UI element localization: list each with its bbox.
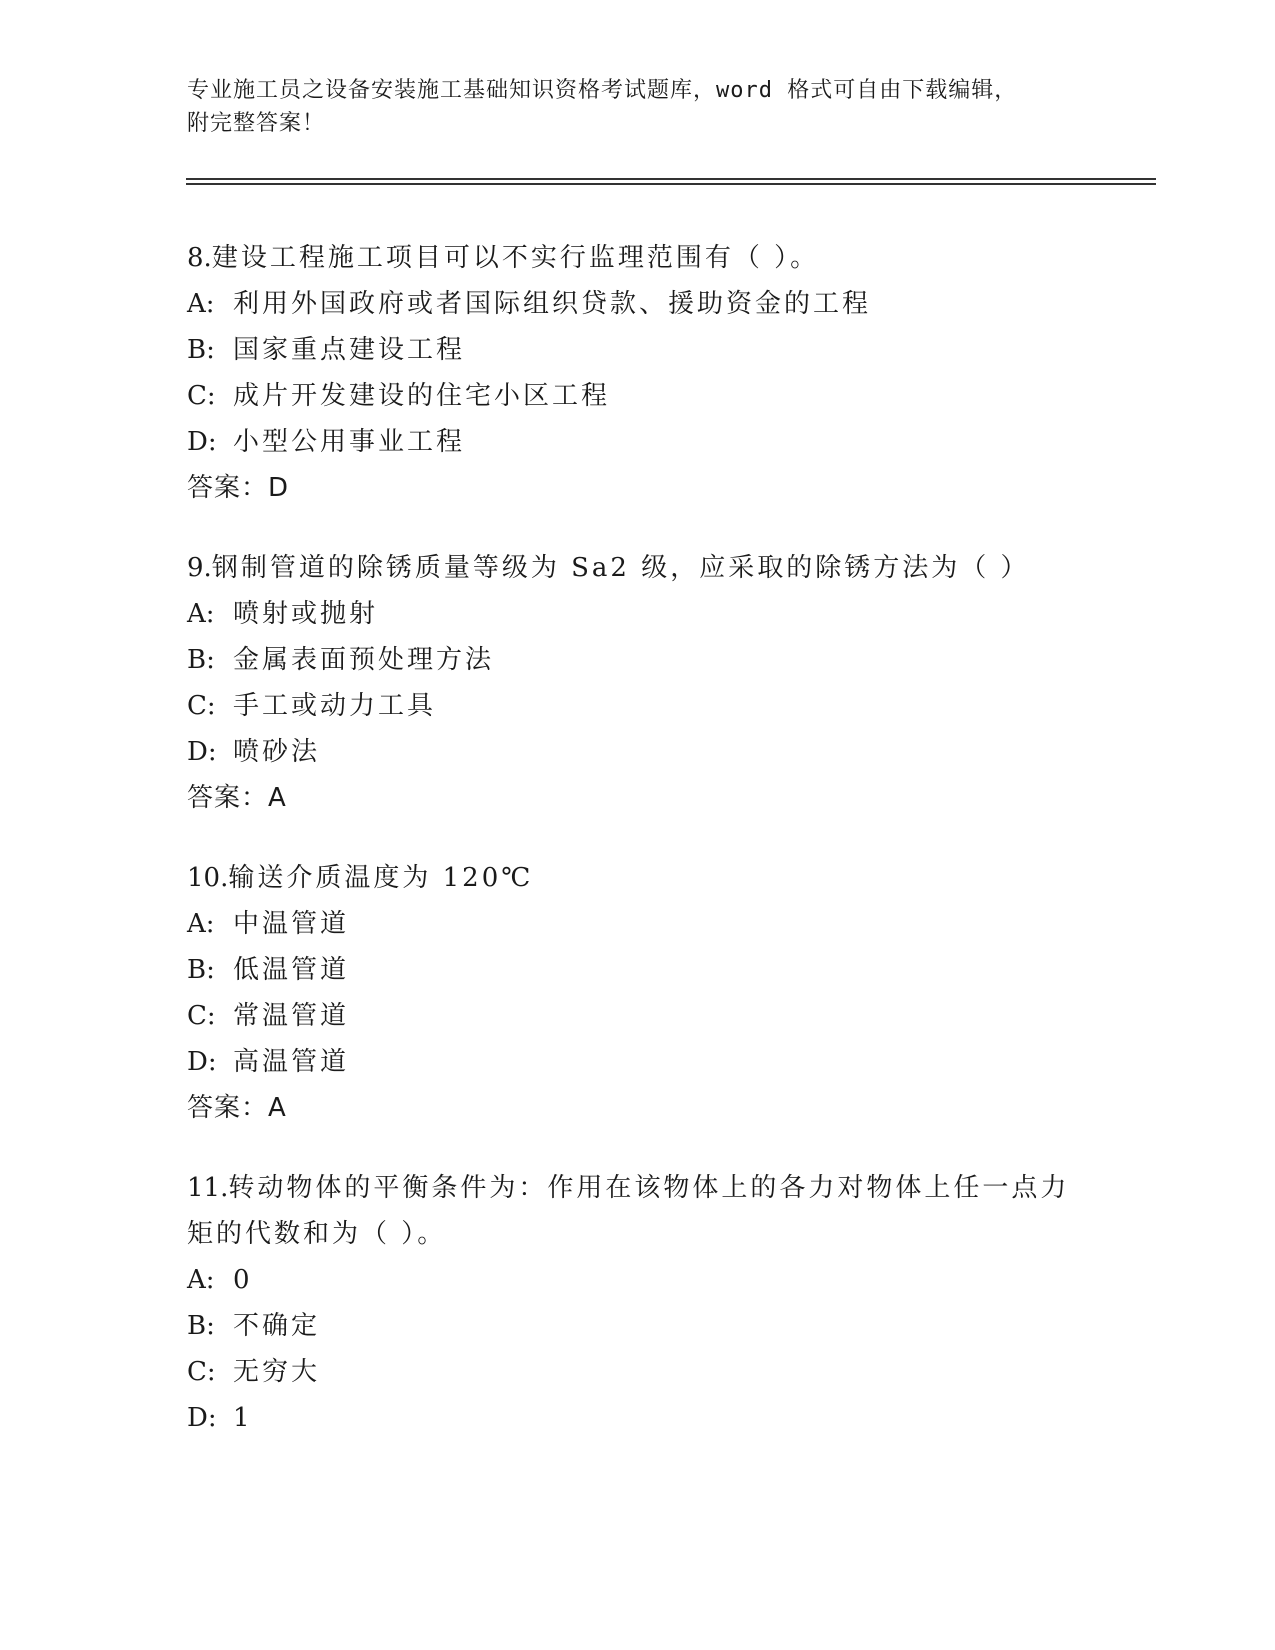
- option-text: 不确定: [233, 1311, 321, 1341]
- option-c: [187, 993, 1087, 1039]
- option-letter: B:: [187, 1311, 215, 1341]
- question-text: 转动物体的平衡条件为：作用在该物体上的各力对物体上任一点力矩的代数和为（ ）。: [187, 1173, 1070, 1249]
- option-b: [187, 1303, 1087, 1349]
- question-10: [187, 855, 1087, 1131]
- question-number: 11.: [187, 1173, 229, 1203]
- question-list: [187, 235, 1087, 1475]
- question-11: [187, 1165, 1087, 1441]
- question-stem: [187, 1165, 1087, 1257]
- option-letter: C:: [187, 1001, 216, 1031]
- option-a: [187, 591, 1087, 637]
- option-text: 利用外国政府或者国际组织贷款、援助资金的工程: [233, 289, 872, 319]
- option-text: 小型公用事业工程: [233, 427, 466, 457]
- option-text: 手工或动力工具: [233, 691, 437, 721]
- option-text: 常温管道: [233, 1001, 350, 1031]
- option-letter: A:: [187, 909, 215, 939]
- option-c: [187, 1349, 1087, 1395]
- option-letter: D:: [187, 427, 217, 457]
- option-d: [187, 419, 1087, 465]
- question-number: 10.: [187, 863, 229, 893]
- option-letter: A:: [187, 1265, 215, 1295]
- option-letter: B:: [187, 335, 215, 365]
- answer-line: 答案：A: [187, 1093, 287, 1123]
- question-8: [187, 235, 1087, 511]
- option-text: 低温管道: [233, 955, 350, 985]
- option-a: [187, 281, 1087, 327]
- question-text: 建设工程施工项目可以不实行监理范围有（ ）。: [211, 243, 820, 273]
- option-text: 国家重点建设工程: [233, 335, 466, 365]
- option-letter: C:: [187, 1357, 216, 1387]
- question-stem: [187, 855, 1087, 901]
- option-text: 无穷大: [233, 1357, 321, 1387]
- option-a: [187, 1257, 1087, 1303]
- option-letter: C:: [187, 381, 216, 411]
- option-letter: A:: [187, 289, 215, 319]
- option-text: 0: [233, 1265, 253, 1295]
- option-b: [187, 637, 1087, 683]
- option-letter: D:: [187, 1403, 217, 1433]
- header-divider-top: [186, 178, 1156, 180]
- option-a: [187, 901, 1087, 947]
- header-line-2: 附完整答案！: [187, 111, 326, 136]
- option-text: 1: [233, 1403, 253, 1433]
- question-9: [187, 545, 1087, 821]
- question-text: 输送介质温度为 120℃: [228, 863, 534, 893]
- option-d: [187, 1039, 1087, 1085]
- option-text: 成片开发建设的住宅小区工程: [233, 381, 611, 411]
- option-text: 喷砂法: [233, 737, 321, 767]
- option-text: 中温管道: [233, 909, 350, 939]
- option-letter: B:: [187, 955, 215, 985]
- option-letter: C:: [187, 691, 216, 721]
- answer-line: 答案：A: [187, 783, 287, 813]
- header-line-1: 专业施工员之设备安装施工基础知识资格考试题库，word 格式可自由下载编辑，: [187, 78, 1018, 103]
- question-number: 9.: [187, 553, 212, 583]
- option-text: 高温管道: [233, 1047, 350, 1077]
- option-d: [187, 1395, 1087, 1441]
- option-text: 喷射或抛射: [233, 599, 379, 629]
- question-number: 8.: [187, 243, 212, 273]
- page-header: [187, 74, 1067, 140]
- option-c: [187, 373, 1087, 419]
- option-letter: B:: [187, 645, 215, 675]
- header-divider-bottom: [186, 183, 1156, 185]
- question-stem: [187, 545, 1087, 591]
- option-b: [187, 327, 1087, 373]
- option-text: 金属表面预处理方法: [233, 645, 495, 675]
- answer-line: 答案：D: [187, 473, 290, 503]
- option-b: [187, 947, 1087, 993]
- question-text: 钢制管道的除锈质量等级为 Sa2 级，应采取的除锈方法为（ ）: [211, 553, 1030, 583]
- option-c: [187, 683, 1087, 729]
- option-letter: A:: [187, 599, 215, 629]
- option-letter: D:: [187, 737, 217, 767]
- option-d: [187, 729, 1087, 775]
- question-stem: [187, 235, 1087, 281]
- option-letter: D:: [187, 1047, 217, 1077]
